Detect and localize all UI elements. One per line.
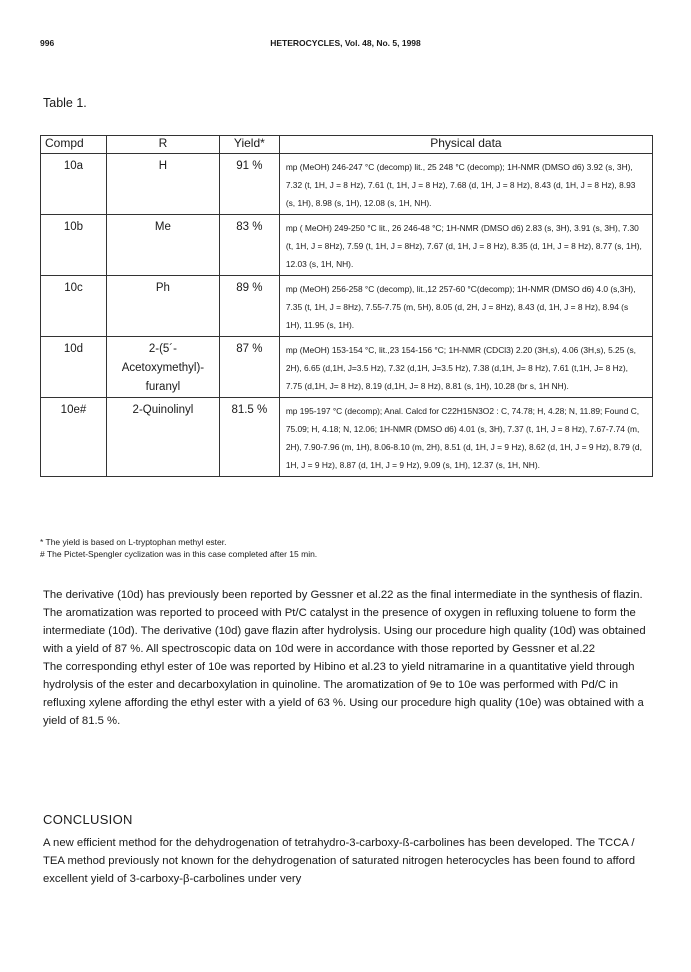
table-header-row [41, 136, 653, 154]
cell-physical-data: mp (MeOH) 256-258 °C (decomp), lit.,12 257-60 °C(decomp); 1H-NMR (DMSO d6) 4.0 (s,3H), 7.35 (t, 1H, J = 8Hz), 7.55-7.75 (m, 5H), 8.05 (d, 2H, J = 8Hz), 8.43 (d, 1H, J = 8 Hz), 8.94 (s 1H), 11.95 (s, 1H). [279, 276, 652, 337]
cell-physical-data: mp (MeOH) 153-154 °C, lit.,23 154-156 °C; 1H-NMR (CDCl3) 2.20 (3H,s), 4.06 (3H,s), 5.25 (s, 2H), 6.65 (d,1H, J=3.5 Hz), 7.32 (d,1H, J=3.5 Hz), 7.38 (d,1H, J= 8 Hz), 7.61 (t,1H, J= 8 Hz), 7.75 (d,1H, J= 8 Hz), 8.19 (d,1H, J= 8 Hz), 8.81 (s, 1H), 10.28 (br s, 1H NH). [279, 337, 652, 398]
table-row [41, 154, 653, 215]
col-header-yield: Yield* [219, 136, 279, 154]
cell-yield: 87 % [219, 337, 279, 398]
col-header-compd: Compd [41, 136, 107, 154]
cell-compd: 10c [41, 276, 107, 337]
cell-r: Me [106, 215, 219, 276]
footnote-yield: * The yield is based on L-tryptophan methyl ester. [40, 537, 227, 547]
col-header-r: R [106, 136, 219, 154]
col-header-physical-data: Physical data [279, 136, 652, 154]
cell-compd: 10b [41, 215, 107, 276]
cell-yield: 83 % [219, 215, 279, 276]
journal-header: HETEROCYCLES, Vol. 48, No. 5, 1998 [270, 38, 421, 48]
cell-compd: 10d [41, 337, 107, 398]
cell-compd: 10a [41, 154, 107, 215]
table-row [41, 337, 653, 398]
table-row [41, 398, 653, 477]
cell-physical-data: mp 195-197 °C (decomp); Anal. Calcd for C22H15N3O2 : C, 74.78; H, 4.28; N, 11.89; Found C, 75.09; H, 4.18; N, 12.06; 1H-NMR (DMSO d6) 4.01 (s, 3H), 7.37 (t, 1H, J = 8 Hz), 7.67-7.74 (m, 2H), 7.90-7.96 (m, 1H), 8.06-8.10 (m, 2H), 8.51 (d, 1H, J = 9 Hz), 8.62 (d, 1H, J = 9 Hz), 8.79 (d, 1H, J = 9 Hz), 8.87 (d, 1H, J = 9 Hz), 9.09 (s, 1H), 12.37 (s, 1H, NH). [279, 398, 652, 477]
footnote-cyclization: # The Pictet-Spengler cyclization was in this case completed after 15 min. [40, 549, 318, 559]
table-row [41, 215, 653, 276]
cell-physical-data: mp ( MeOH) 249-250 °C lit., 26 246-48 °C; 1H-NMR (DMSO d6) 2.83 (s, 3H), 3.91 (s, 3H), 7.30 (t, 1H, J = 8Hz), 7.59 (t, 1H, J = 8Hz), 7.67 (d, 1H, J = 8 Hz), 8.35 (d, 1H, J = 8 Hz), 8.77 (s, 1H), 12.03 (s, 1H, NH). [279, 215, 652, 276]
page-number: 996 [40, 38, 55, 48]
cell-yield: 81.5 % [219, 398, 279, 477]
cell-r: 2-(5´-Acetoxymethyl)-furanyl [106, 337, 219, 398]
paragraph-conclusion: A new efficient method for the dehydrogenation of tetrahydro-3-carboxy-ß-carbolines has been developed. The TCCA / TEA method previously not known for the dehydrogenation of saturated nitrogen heterocycles has been found to afford excellent yield of 3-carboxy-β-carbolines under very [43, 837, 636, 885]
paragraph-10e: The corresponding ethyl ester of 10e was reported by Hibino et al.23 to yield nitramarine in a quantitative yield through hydrolysis of the ester and decarboxylation in quinoline. The aromatization of 9e to 10e was performed with Pd/C in refluxing xylene affording the ethyl ester with a yield of 63 %. Using our procedure high quality (10e) was obtained with a yield of 81.5 %. [43, 661, 644, 727]
cell-yield: 91 % [219, 154, 279, 215]
paragraph-10d: The derivative (10d) has previously been reported by Gessner et al.22 as the final intermediate in the synthesis of flazin. The aromatization was reported to proceed with Pt/C catalyst in the presence of oxygen in refluxing toluene to form the intermediate (10d). The derivative (10d) gave flazin after hydrolysis. Using our procedure high quality (10d) was obtained with a yield of 87 %. All spectroscopic data on 10d were in accordance with those reported by Gessner et al.22 [43, 589, 646, 655]
cell-compd: 10e# [41, 398, 107, 477]
table-row [41, 276, 653, 337]
conclusion-heading: CONCLUSION [43, 812, 133, 827]
data-table [40, 135, 653, 477]
cell-yield: 89 % [219, 276, 279, 337]
cell-r: 2-Quinolinyl [106, 398, 219, 477]
table-title: Table 1. [43, 96, 87, 110]
cell-r: Ph [106, 276, 219, 337]
cell-physical-data: mp (MeOH) 246-247 °C (decomp) lit., 25 248 °C (decomp); 1H-NMR (DMSO d6) 3.92 (s, 3H), 7.32 (t, 1H, J = 8 Hz), 7.61 (t, 1H, J = 8 Hz), 7.68 (d, 1H, J = 8 Hz), 8.43 (d, 1H, J = 8 Hz), 8.93 (s, 1H), 8.98 (s, 1H), 12.08 (s, 1H, NH). [279, 154, 652, 215]
cell-r: H [106, 154, 219, 215]
